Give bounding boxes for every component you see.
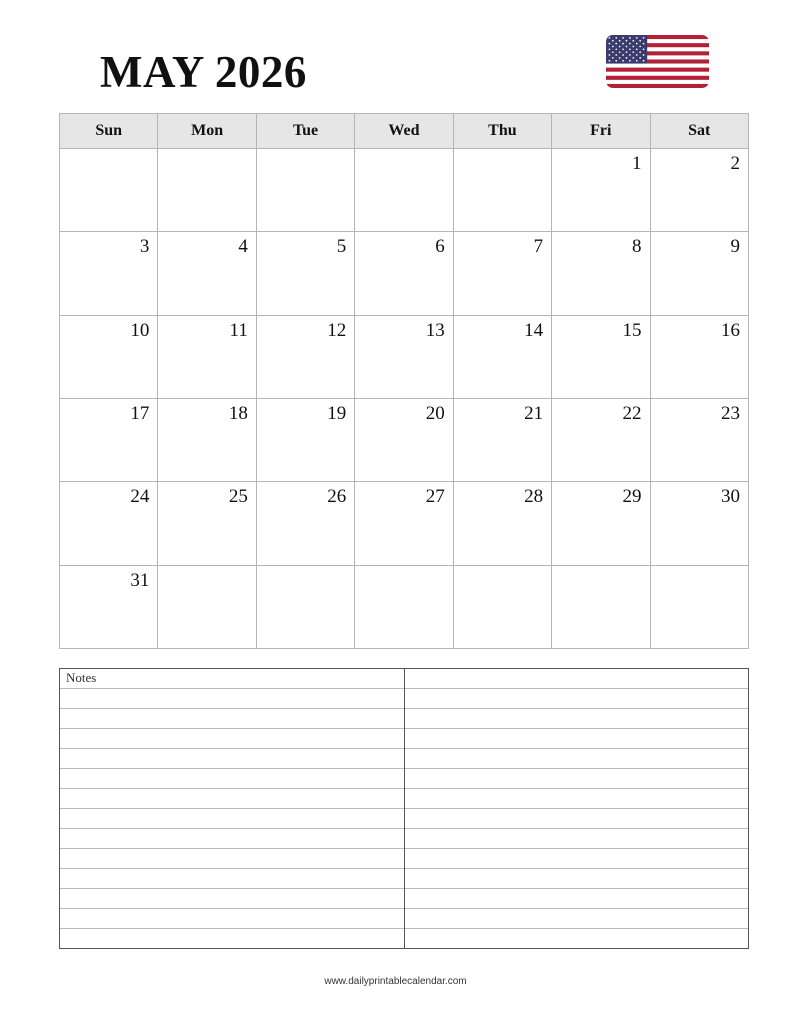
flag-star [632, 57, 634, 59]
flag-star [612, 40, 614, 42]
flag-star [626, 46, 628, 48]
day-cell[interactable] [355, 232, 453, 315]
week-row [60, 565, 749, 648]
flag-star [626, 57, 628, 59]
weekday-wed: Wed [355, 114, 453, 149]
day-number: 18 [228, 402, 248, 424]
flag-star [639, 51, 641, 53]
day-cell[interactable] [650, 149, 748, 232]
day-cell[interactable] [60, 315, 158, 398]
flag-star [619, 57, 621, 59]
day-number: 5 [336, 236, 347, 258]
flag-star [639, 40, 641, 42]
day-number [60, 149, 157, 154]
empty-day-cell[interactable] [256, 149, 354, 232]
flag-star [629, 43, 631, 45]
day-cell[interactable] [552, 482, 650, 565]
day-cell[interactable] [256, 315, 354, 398]
day-cell[interactable] [355, 398, 453, 481]
day-number: 24 [130, 486, 150, 508]
day-number: 28 [524, 486, 544, 508]
flag-star [643, 54, 645, 56]
day-number: 30 [721, 486, 740, 508]
flag-star [636, 60, 638, 62]
flag-star [643, 60, 645, 62]
flag-star [622, 54, 624, 56]
day-cell[interactable] [552, 398, 650, 481]
flag-star [619, 40, 621, 42]
day-number: 27 [425, 486, 445, 508]
day-number: 31 [130, 569, 150, 591]
empty-day-cell[interactable] [453, 565, 551, 648]
weekday-mon: Mon [158, 114, 256, 149]
weekday-thu: Thu [453, 114, 551, 149]
day-number [257, 149, 354, 154]
flag-star [629, 48, 631, 50]
day-number: 2 [730, 153, 740, 174]
flag-star [622, 43, 624, 45]
flag-star [626, 51, 628, 53]
empty-day-cell[interactable] [355, 565, 453, 648]
day-number [651, 566, 748, 571]
day-number: 15 [622, 319, 642, 341]
day-cell[interactable] [60, 232, 158, 315]
day-cell[interactable] [552, 315, 650, 398]
day-cell[interactable] [650, 315, 748, 398]
flag-star [609, 37, 611, 39]
day-cell[interactable] [650, 232, 748, 315]
day-number: 25 [228, 486, 248, 508]
flag-star [636, 48, 638, 50]
flag-star [636, 43, 638, 45]
day-number: 22 [622, 402, 642, 424]
flag-star [639, 57, 641, 59]
flag-star [636, 54, 638, 56]
page-title: MAY 2026 [100, 47, 307, 97]
day-number: 8 [632, 236, 642, 258]
weekday-header-row [60, 114, 749, 149]
day-number: 23 [721, 402, 740, 424]
empty-day-cell[interactable] [158, 149, 256, 232]
week-row [60, 398, 749, 481]
week-row [60, 149, 749, 232]
day-cell[interactable] [453, 482, 551, 565]
flag-star [629, 60, 631, 62]
day-cell[interactable] [453, 398, 551, 481]
us-flag-icon [606, 35, 709, 88]
weekday-tue: Tue [256, 114, 354, 149]
day-number [454, 149, 551, 154]
day-cell[interactable] [60, 565, 158, 648]
flag-star [615, 37, 617, 39]
day-number: 9 [730, 236, 740, 258]
weekday-sat: Sat [650, 114, 748, 149]
flag-star [609, 54, 611, 56]
day-number: 1 [632, 153, 642, 174]
day-number: 3 [139, 236, 150, 258]
flag-star [626, 40, 628, 42]
flag-star [632, 40, 634, 42]
empty-day-cell[interactable] [256, 565, 354, 648]
day-cell[interactable] [355, 482, 453, 565]
day-number: 6 [435, 236, 445, 258]
empty-day-cell[interactable] [60, 149, 158, 232]
flag-star [609, 43, 611, 45]
flag-star [632, 51, 634, 53]
day-cell[interactable] [453, 315, 551, 398]
flag-star [619, 46, 621, 48]
week-row [60, 315, 749, 398]
day-number: 14 [524, 319, 544, 341]
day-cell[interactable] [453, 232, 551, 315]
footer-url: www.dailyprintablecalendar.com [324, 976, 467, 987]
day-number [257, 566, 354, 571]
notes-column-left[interactable] [60, 669, 405, 948]
notes-label: Notes [66, 670, 97, 685]
day-number: 29 [622, 486, 642, 508]
flag-star [643, 43, 645, 45]
flag-star [615, 60, 617, 62]
day-cell[interactable] [256, 398, 354, 481]
flag-star [609, 60, 611, 62]
flag-star [629, 54, 631, 56]
day-number: 10 [130, 319, 150, 341]
day-number: 12 [327, 319, 347, 341]
day-number: 11 [229, 319, 248, 341]
day-cell[interactable] [60, 482, 158, 565]
day-cell[interactable] [552, 232, 650, 315]
notes-column-right[interactable] [405, 669, 749, 948]
day-cell[interactable] [60, 398, 158, 481]
day-cell[interactable] [158, 232, 256, 315]
flag-star [612, 51, 614, 53]
day-number: 16 [721, 319, 740, 341]
empty-day-cell[interactable] [158, 565, 256, 648]
flag-star [615, 43, 617, 45]
day-cell[interactable] [158, 315, 256, 398]
weekday-fri: Fri [552, 114, 650, 149]
day-number [355, 566, 452, 571]
flag-star [643, 37, 645, 39]
day-number: 17 [130, 402, 150, 424]
day-cell[interactable] [256, 482, 354, 565]
flag-star [615, 48, 617, 50]
flag-star [609, 48, 611, 50]
day-cell[interactable] [158, 398, 256, 481]
day-number: 20 [425, 402, 445, 424]
day-number: 7 [533, 236, 544, 258]
flag-star [643, 48, 645, 50]
day-cell[interactable] [650, 398, 748, 481]
day-number [355, 149, 452, 154]
day-cell[interactable] [650, 482, 748, 565]
day-number [552, 566, 649, 571]
us-flag-graphic [606, 35, 709, 88]
empty-day-cell[interactable] [453, 149, 551, 232]
empty-day-cell[interactable] [355, 149, 453, 232]
flag-star [615, 54, 617, 56]
flag-star [622, 37, 624, 39]
notes-section [59, 668, 749, 949]
day-number [158, 149, 255, 154]
month-calendar-grid [59, 113, 749, 649]
flag-star [622, 60, 624, 62]
flag-star [619, 51, 621, 53]
flag-star [629, 37, 631, 39]
empty-day-cell[interactable] [552, 565, 650, 648]
weekday-sun: Sun [60, 114, 158, 149]
day-number: 13 [425, 319, 445, 341]
flag-star [636, 37, 638, 39]
day-number: 4 [238, 236, 248, 258]
flag-star [612, 57, 614, 59]
flag-star [639, 46, 641, 48]
week-row [60, 232, 749, 315]
day-cell[interactable] [552, 149, 650, 232]
day-number: 26 [327, 486, 347, 508]
flag-star [622, 48, 624, 50]
day-cell[interactable] [256, 232, 354, 315]
flag-star [632, 46, 634, 48]
day-cell[interactable] [355, 315, 453, 398]
day-number [454, 566, 551, 571]
day-number [158, 566, 255, 571]
day-number: 19 [327, 402, 347, 424]
empty-day-cell[interactable] [650, 565, 748, 648]
flag-star [612, 46, 614, 48]
day-number: 21 [524, 402, 544, 424]
day-cell[interactable] [158, 482, 256, 565]
week-row [60, 482, 749, 565]
